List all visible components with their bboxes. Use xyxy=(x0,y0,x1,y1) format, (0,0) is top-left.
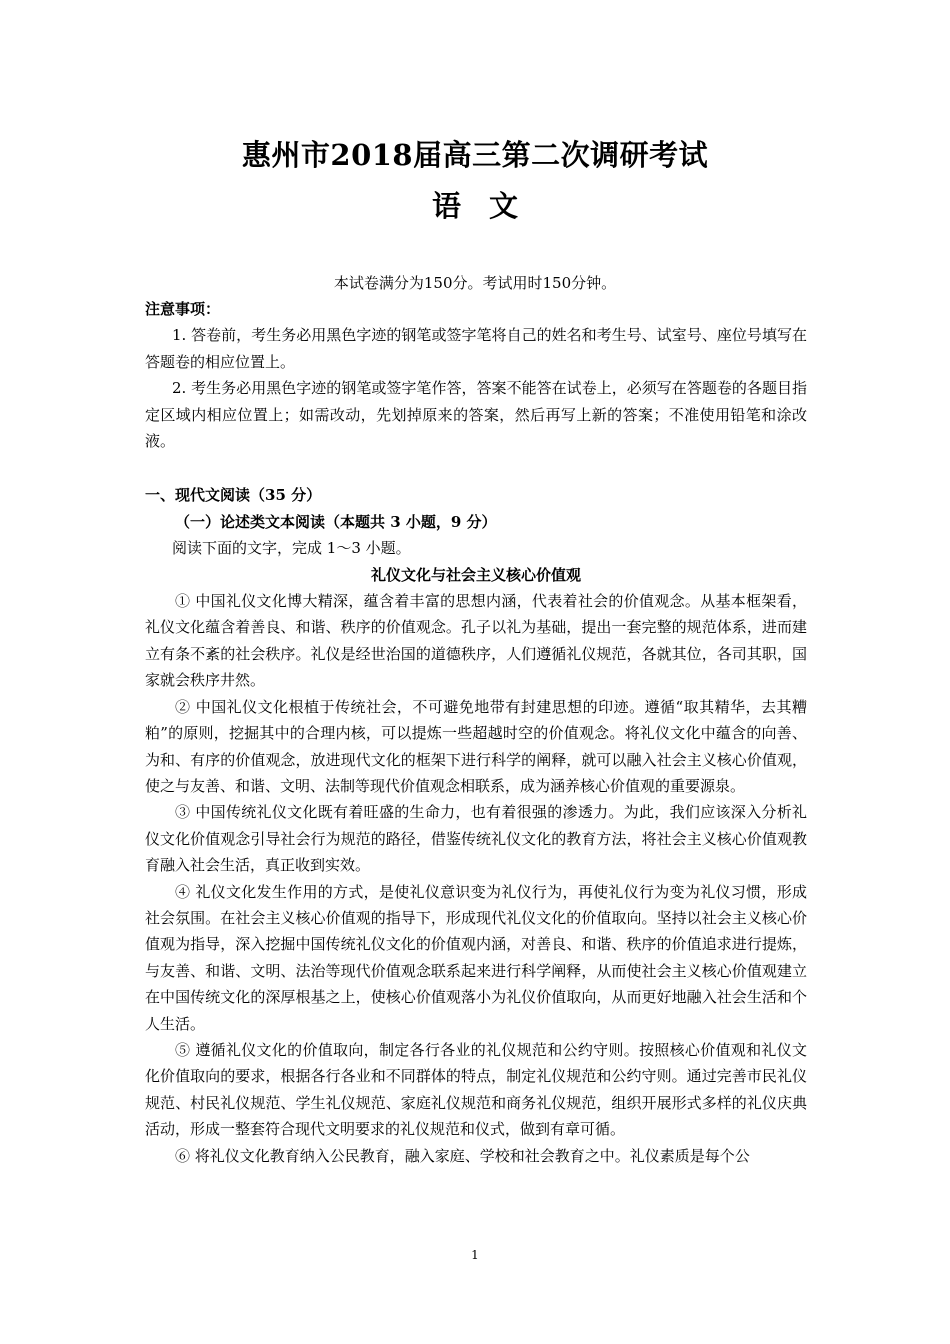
article-title: 礼仪文化与社会主义核心价值观 xyxy=(370,565,581,584)
article-paragraph: ② 中国礼仪文化根植于传统社会，不可避免地带有封建思想的印迹。遵循“取其精华，去其糟粕”的原则，挖掘其中的合理内核，可以提炼一些超越时空的价值观念。将礼仪文化中蕴含的向善、为和、有序的价值观念，放进现代文化的框架下进行科学的阐释，就可以融入社会主义核心价值观，使之与友善、和谐、文明、法制等现代价值观念相联系，成为涵养核心价值观的重要源泉。 xyxy=(145,697,807,795)
exam-title: 惠州市2018届高三第二次调研考试 xyxy=(241,138,709,172)
article-paragraph: ① 中国礼仪文化博大精深，蕴含着丰富的思想内涵，代表着社会的价值观念。从基本框架看，礼仪文化蕴含着善良、和谐、秩序的价值观念。孔子以礼为基础，提出一套完整的规范体系，进而建立有条不紊的社会秩序。礼仪是经世治国的道德秩序，人们遵循礼仪规范，各就其位，各司其职，国家就会秩序井然。 xyxy=(145,592,807,690)
reading-instruction: 阅读下面的文字，完成 1～3 小题。 xyxy=(172,539,411,558)
page-number: 1 xyxy=(471,1248,479,1262)
document-body xyxy=(145,296,807,1169)
article-paragraph: ③ 中国传统礼仪文化既有着旺盛的生命力，也有着很强的渗透力。为此，我们应该深入分析礼仪文化价值观念引导社会行为规范的路径，借鉴传统礼仪文化的教育方法，将社会主义核心价值观教育融入社会生活，真正收到实效。 xyxy=(145,803,807,875)
notice-heading: 注意事项： xyxy=(145,300,221,318)
article-paragraph: ⑥ 将礼仪文化教育纳入公民教育，融入家庭、学校和社会教育之中。礼仪素质是每个公 xyxy=(175,1146,750,1165)
subject-title: 语 文 xyxy=(431,189,519,223)
spacer xyxy=(145,454,807,482)
exam-info: 本试卷满分为150分。考试用时150分钟。 xyxy=(333,274,617,292)
subsection-heading: （一）论述类文本阅读（本题共 3 小题，9 分） xyxy=(175,512,497,531)
article-paragraph: ④ 礼仪文化发生作用的方式，是使礼仪意识变为礼仪行为，再使礼仪行为变为礼仪习惯，形成社会氛围。在社会主义核心价值观的指导下，形成现代礼仪文化的价值取向。坚持以社会主义核心价值观为指导，深入挖掘中国传统礼仪文化的价值观内涵，对善良、和谐、秩序的价值追求进行提炼，与友善、和谐、文明、法治等现代价值观念联系起来进行科学阐释，从而使社会主义核心价值观建立在中国传统文化的深厚根基之上，使核心价值观落小为礼仪价值取向，从而更好地融入社会生活和个人生活。 xyxy=(145,882,807,1033)
article-paragraph: ⑤ 遵循礼仪文化的价值取向，制定各行各业的礼仪规范和公约守则。按照核心价值观和礼仪文化价值取向的要求，根据各行各业和不同群体的特点，制定礼仪规范和公约守则。通过完善市民礼仪规范、村民礼仪规范、学生礼仪规范、家庭礼仪规范和商务礼仪规范，组织开展形式多样的礼仪庆典活动，形成一整套符合现代文明要求的礼仪规范和仪式，做到有章可循。 xyxy=(145,1040,807,1139)
notice-item-1: 1. 答卷前，考生务必用黑色字迹的钢笔或签字笔将自己的姓名和考生号、试室号、座位号填写在答题卷的相应位置上。 xyxy=(145,326,807,371)
section-heading: 一、现代文阅读（35 分） xyxy=(145,486,322,505)
notice-item-2: 2. 考生务必用黑色字迹的钢笔或签字笔作答，答案不能答在试卷上，必须写在答题卷的各题目指定区域内相应位置上；如需改动，先划掉原来的答案，然后再写上新的答案；不准使用铅笔和涂改液。 xyxy=(145,379,807,451)
